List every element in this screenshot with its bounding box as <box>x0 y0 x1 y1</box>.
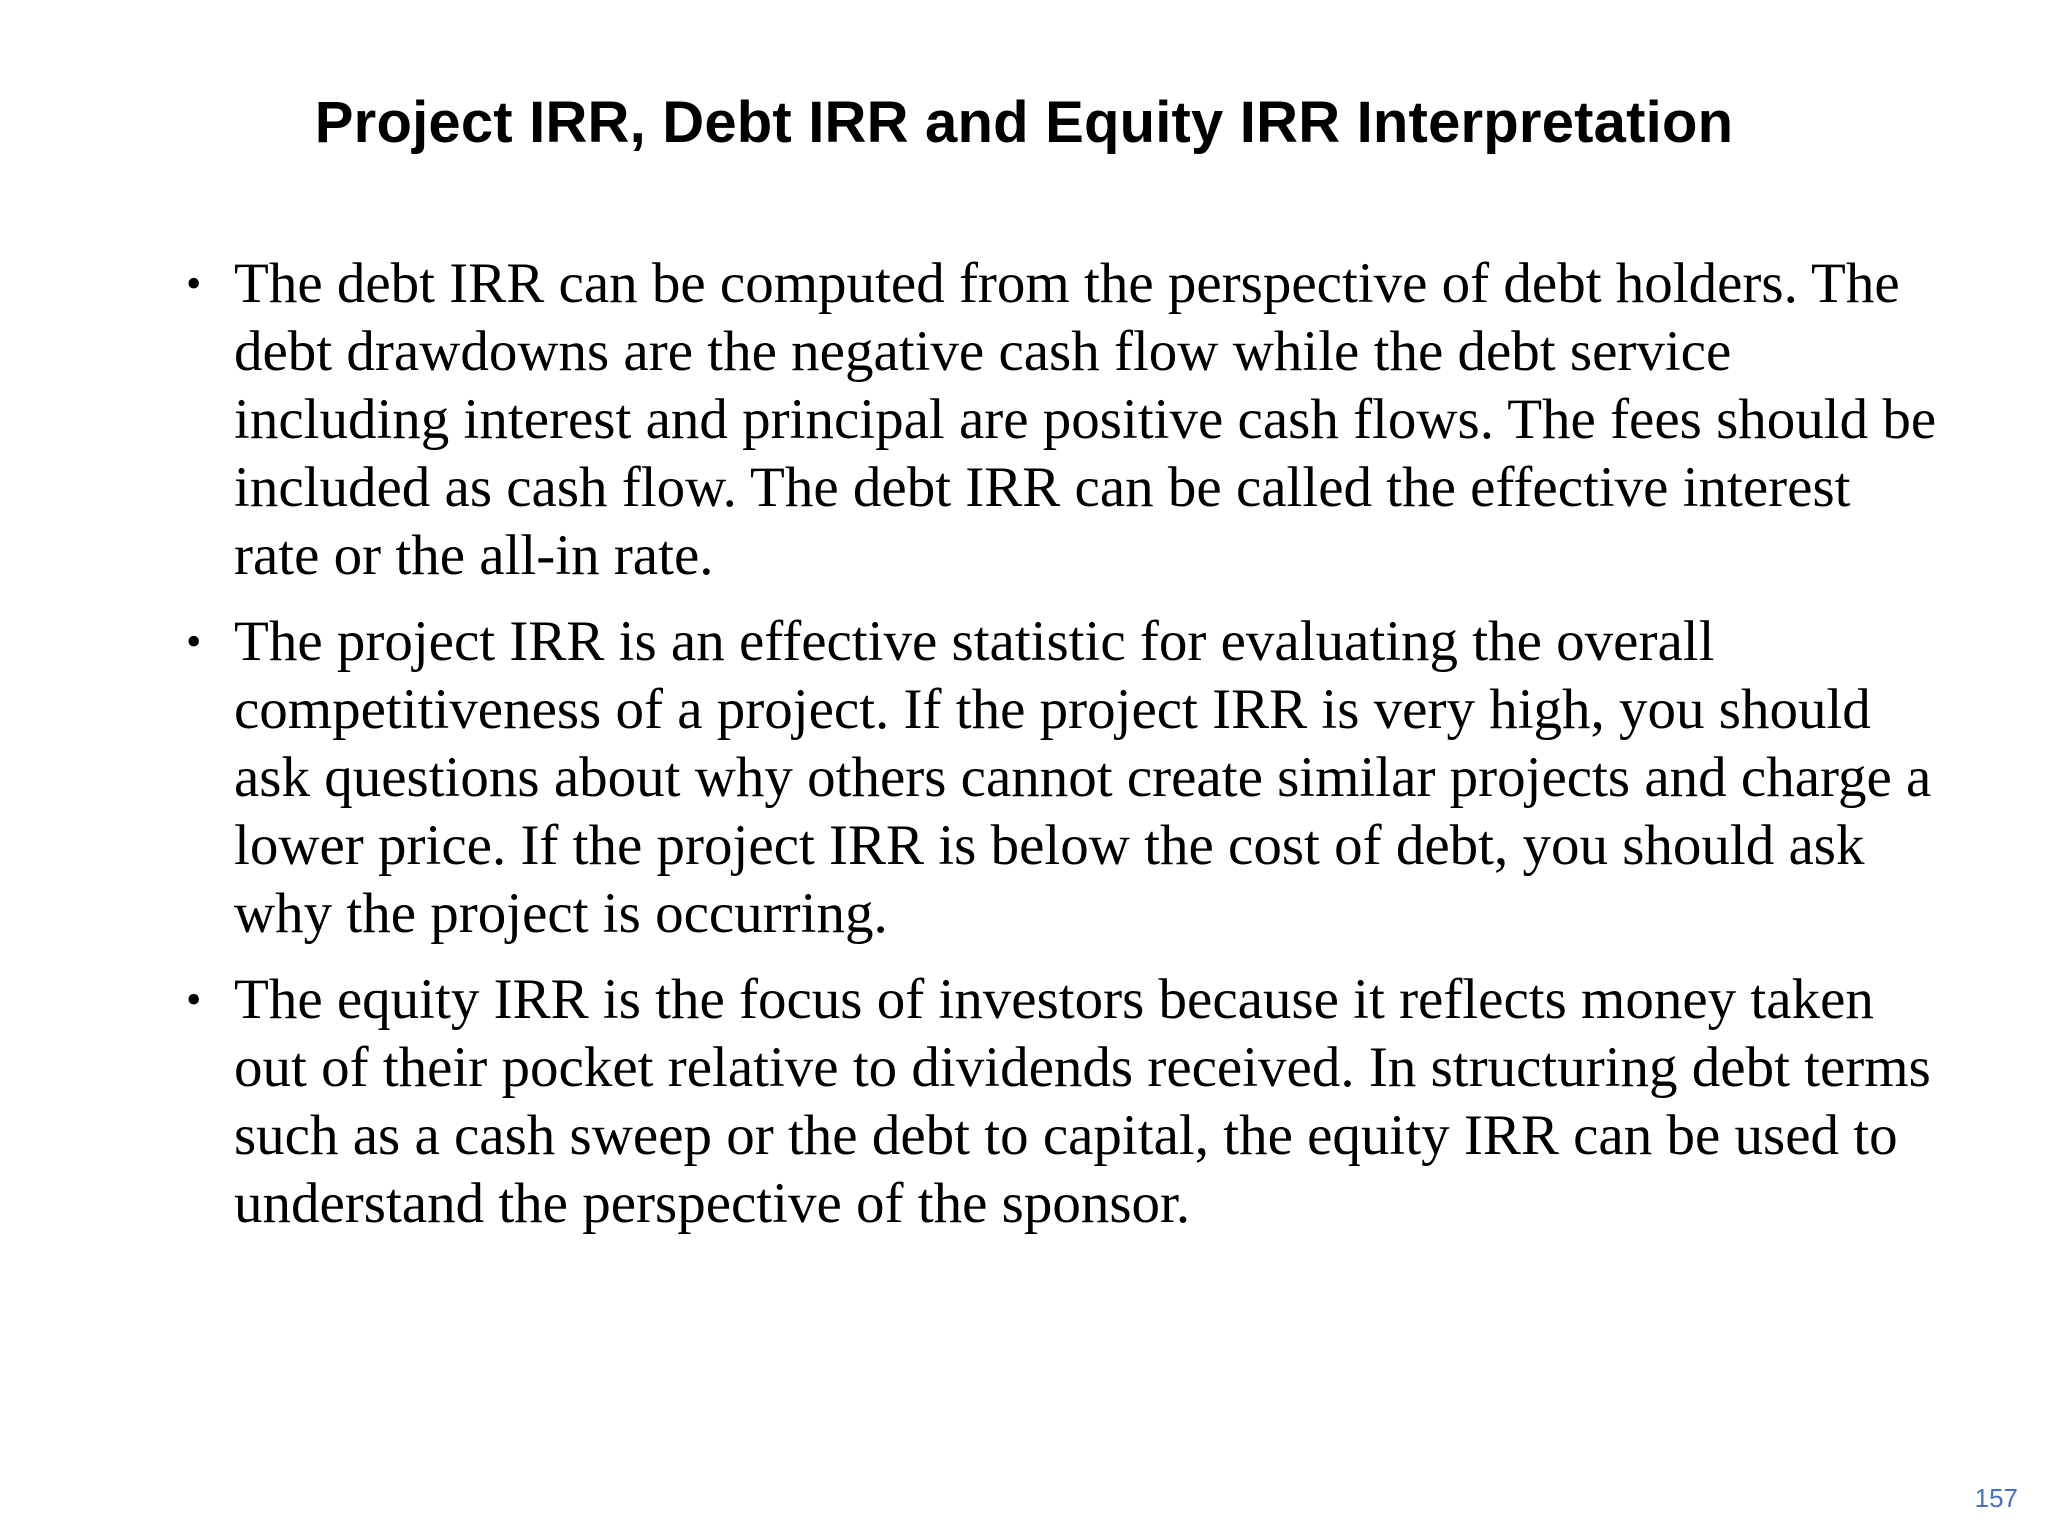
bullet-item-project-irr <box>180 608 1940 948</box>
bullet-item-equity-irr <box>180 966 1940 1238</box>
page-number: 157 <box>1974 1483 2018 1513</box>
slide-title: Project IRR, Debt IRR and Equity IRR Interpretation <box>314 90 1734 155</box>
bullet-dot-icon: • <box>186 259 202 308</box>
bullet-text: The debt IRR can be computed from the perspective of debt holders. The debt drawdowns are the negative cash flow while the debt service including interest and principal are positive cash flows. The fees should be included as cash flow. The debt IRR can be called the effective interest rate or the all-in rate. <box>234 252 1937 587</box>
bullet-dot-icon: • <box>186 617 202 666</box>
bullet-item-debt-irr <box>180 250 1940 590</box>
bullet-list <box>180 250 1940 1256</box>
bullet-dot-icon: • <box>186 975 202 1024</box>
bullet-text: The project IRR is an effective statistic for evaluating the overall competitiveness of a project. If the project IRR is very high, you should ask questions about why others cannot create similar projects and charge a lower price. If the project IRR is below the cost of debt, you should ask why the project is occurring. <box>234 610 1932 945</box>
bullet-text: The equity IRR is the focus of investors because it reflects money taken out of their pocket relative to dividends received. In structuring debt terms such as a cash sweep or the debt to capital, the equity IRR can be used to understand the perspective of the sponsor. <box>234 968 1931 1235</box>
